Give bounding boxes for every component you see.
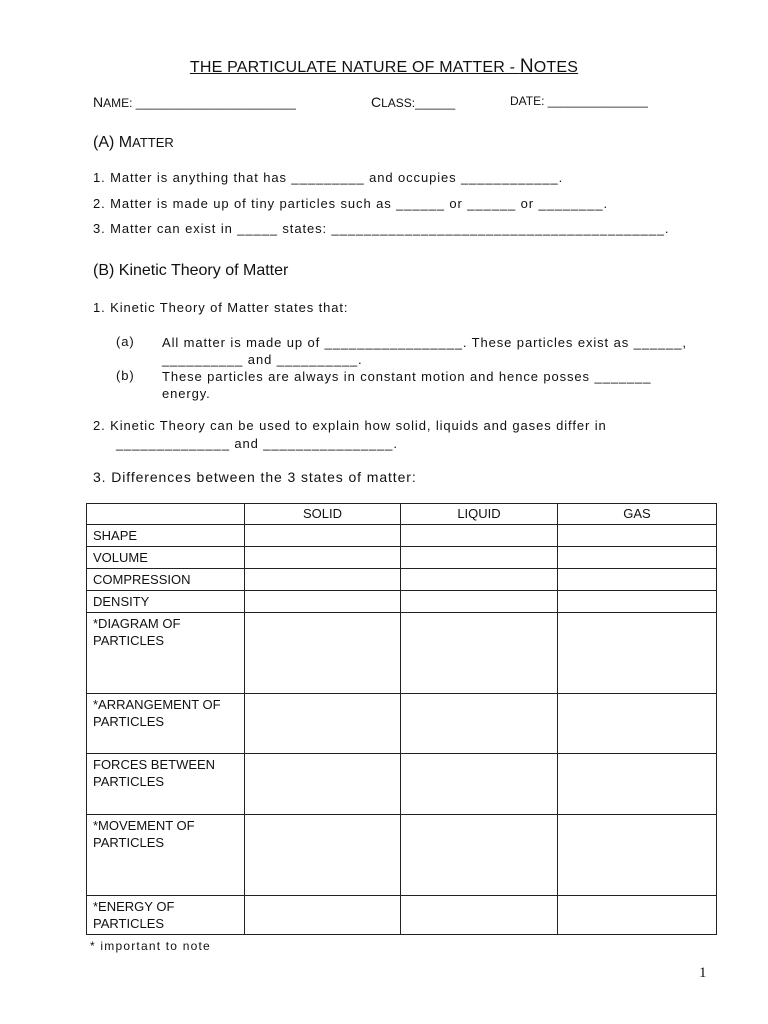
row-label: SHAPE [87,525,245,547]
table-row [87,754,717,815]
name-field: NAME: ________________________ [93,94,296,110]
table-header-row [87,504,717,525]
matter-line-1: 1. Matter is anything that has _________ and occupies ____________. [93,170,564,185]
sub-b-number: (b) [116,368,135,383]
liquid-cell [401,547,558,569]
kinetic-item-1: 1. Kinetic Theory of Matter states that: [93,300,349,315]
solid-cell [245,694,401,754]
gas-cell [558,896,717,935]
matter-line-3: 3. Matter can exist in _____ states: _________________________________________. [93,221,670,236]
row-label: *DIAGRAM OF PARTICLES [87,613,245,694]
footnote: * important to note [90,939,211,953]
class-field: CLASS:______ [371,94,456,110]
table-row [87,591,717,613]
page-number: 1 [699,965,707,981]
solid-cell [245,591,401,613]
date-field: DATE: _______________ [510,94,648,108]
liquid-cell [401,613,558,694]
gas-cell [558,525,717,547]
table-row [87,815,717,896]
gas-cell [558,613,717,694]
sub-a-number: (a) [116,334,135,349]
solid-cell [245,896,401,935]
table-row [87,896,717,935]
sub-a-text: All matter is made up of _________________. These particles exist as ______, __________ and __________. [162,335,687,367]
sub-b-text: These particles are always in constant motion and hence posses _______ energy. [162,369,652,401]
row-label: FORCES BETWEEN PARTICLES [87,754,245,815]
table-row [87,613,717,694]
header-blank [87,504,245,525]
kinetic-item-2-line-1: 2. Kinetic Theory can be used to explain how solid, liquids and gases differ in [93,418,607,433]
row-label: *ARRANGEMENT OF PARTICLES [87,694,245,754]
solid-cell [245,754,401,815]
liquid-cell [401,694,558,754]
liquid-cell [401,525,558,547]
gas-cell [558,547,717,569]
row-label: *ENERGY OF PARTICLES [87,896,245,935]
kinetic-item-3: 3. Differences between the 3 states of matter: [93,469,417,485]
gas-cell [558,694,717,754]
solid-cell [245,815,401,896]
table-row [87,547,717,569]
row-label: VOLUME [87,547,245,569]
row-label: *MOVEMENT OF PARTICLES [87,815,245,896]
gas-cell [558,591,717,613]
gas-cell [558,815,717,896]
section-b-heading: (B) Kinetic Theory of Matter [93,262,289,279]
solid-cell [245,547,401,569]
kinetic-item-2-line-2: ______________ and ________________. [116,436,398,451]
liquid-cell [401,815,558,896]
solid-cell [245,613,401,694]
header-liquid: LIQUID [401,504,558,525]
row-label: DENSITY [87,591,245,613]
liquid-cell [401,569,558,591]
table-row [87,569,717,591]
header-solid: SOLID [245,504,401,525]
row-label: COMPRESSION [87,569,245,591]
section-a-heading: (A) MATTER [93,134,174,151]
page-title: THE PARTICULATE NATURE OF MATTER - NOTES [189,56,579,77]
states-comparison-table [86,503,717,935]
liquid-cell [401,591,558,613]
liquid-cell [401,896,558,935]
table-row [87,694,717,754]
gas-cell [558,569,717,591]
header-gas: GAS [558,504,717,525]
gas-cell [558,754,717,815]
solid-cell [245,525,401,547]
liquid-cell [401,754,558,815]
solid-cell [245,569,401,591]
matter-line-2: 2. Matter is made up of tiny particles such as ______ or ______ or ________. [93,196,609,211]
table-row [87,525,717,547]
